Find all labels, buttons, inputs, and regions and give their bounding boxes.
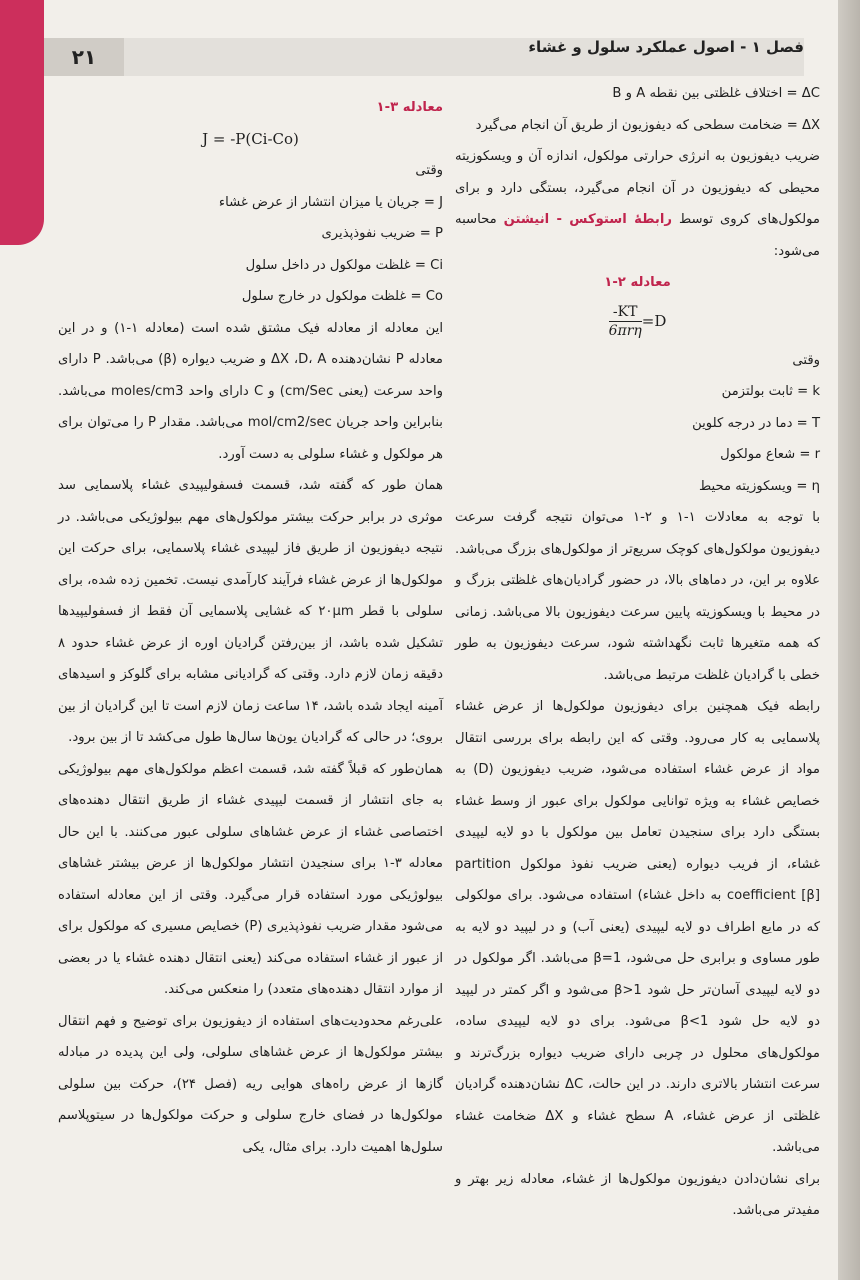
chapter-color-tab xyxy=(0,0,44,245)
equation-denominator: 6πrη xyxy=(608,323,642,339)
var-co: Co = غلظت مولکول در خارج سلول xyxy=(241,289,443,304)
equation-lhs: D= xyxy=(641,311,667,330)
definition-delta-x: ΔX = ضخامت سطحی که دیفوزیون از طریق آن انجام می‌گیرد xyxy=(475,117,820,133)
var-j: J = جریان یا میزان انتشار از عرض غشاء xyxy=(218,194,443,210)
paragraph-transporters: همان‌طور که قبلاً گفته شد، قسمت اعظم مولکول‌های مهم بیولوژیکی به جای انتشار از قسمت لیپیدی غشاء از طریق انتقال دهنده‌های اختصاصی غشاء از عرض غشاهای سلولی عبور می‌کنند. با این حال معادله ۳-۱ برای سنجیدن انتشار مولکول‌ها از عرض بیشتر غشاهای بیولوژیکی مورد استفاده قرار می‌گیرد. وقتی از این معادله استفاده می‌شود مقدار ضریب نفوذپذیری (P) خصایص مسیری که مولکول برای از عبور از غشاء استفاده می‌کند (یعنی انتقال دهنده غشاء یا در بعضی از موارد انتقال دهنده‌های متعدد) را منعکس می‌کند. xyxy=(58,761,444,997)
page-edge xyxy=(838,0,860,1280)
page-number: ۲۱ xyxy=(44,38,124,76)
equation-1-2-title: معادله ۲-۱ xyxy=(604,275,671,290)
equation-fraction xyxy=(609,303,642,340)
paragraph-next-equation: برای نشان‌دادن دیفوزیون مولکول‌ها از غشاء، معادله زیر بهتر و مفیدتر می‌باشد. xyxy=(455,1171,820,1218)
equation-1-2 xyxy=(455,299,820,345)
paragraph-diffusion-importance: علی‌رغم محدودیت‌های استفاده از دیفوزیون برای توضیح و فهم انتقال بیشتر مولکول‌ها از عرض غشاهای سلولی، ولی این پدیده در مبادله گازها از عرض راه‌های هوایی ریه (فصل ۲۴)، حرکت بین سلولی مولکول‌ها در فضای خارج سلولی و حرکت مولکول‌ها در سیتوپلاسم سلول‌ها اهمیت دارد. برای مثال، یکی xyxy=(58,1013,443,1155)
chapter-title: فصل ۱ - اصول عملکرد سلول و غشاء xyxy=(528,38,804,56)
intro-tail: محاسبه می‌شود: xyxy=(455,212,820,259)
definition-delta-c: ΔC = اختلاف غلظتی بین نقطه A و B xyxy=(612,86,820,101)
paragraph-phospholipid-barrier: همان طور که گفته شد، قسمت فسفولیپیدی غشاء پلاسمایی سد موثری در برابر حرکت بیشتر مولکول‌های مهم بیولوژیکی می‌باشد. در نتیجه دیفوزیون از طریق فاز لیپیدی غشاء پلاسمایی، برای حرکت این مولکول‌ها از عرض غشاء فرآیند کارآمدی نیست. تخمین زده شده، برای سلولی با قطر ۲۰μm که غشایی پلاسمایی آن فقط از فسفولیپیدها تشکیل شده باشد، از بین‌رفتن گرادیان اوره از عرض غشاء حدود ۸ دقیقه زمان لازم دارد. وقتی که گرادیانی مشابه برای گلوکز و اسیدهای آمینه ایجاد شده باشد، ۱۴ ساعت زمان لازم است تا این گرادیان از بین بروی؛ در حالی که گرادیان یون‌ها سال‌ها طول می‌کشد تا از بین برود. xyxy=(58,478,443,745)
right-column xyxy=(455,78,820,1227)
var-t: T = دما در درجه کلوین xyxy=(692,415,820,431)
left-column xyxy=(58,92,443,1163)
equation-numerator: -KT xyxy=(609,303,642,322)
var-ci: Ci = غلظت مولکول در داخل سلول xyxy=(245,257,443,273)
var-k: k = ثابت بولتزمن xyxy=(721,384,820,399)
stokes-einstein-term: رابطهٔ استوکس - انیشتن xyxy=(503,212,673,227)
var-p: P = ضریب نفوذپذیری xyxy=(321,226,443,241)
equation-1-3: J = -P(Ci-Co) xyxy=(202,129,299,148)
var-eta: η = ویسکوزیته محیط xyxy=(698,478,820,494)
paragraph-units: این معادله از معادله فیک مشتق شده است (معادله ۱-۱) و در این معادله P نشان‌دهنده ΔX ،D، A و ضریب دیواره (β) می‌باشد. P دارای واحد سرعت (یعنی cm/Sec) و C دارای واحد moles/cm3 می‌باشد. بنابراین واحد جریان mol/cm2/sec می‌باشد. مقدار P را می‌توان برای هر مولکول و غشاء سلولی به دست آورد. xyxy=(58,320,444,462)
stokes-intro-paragraph xyxy=(455,141,820,267)
paragraph-diffusion-speed: با توجه به معادلات ۱-۱ و ۲-۱ می‌توان نتیجه گرفت سرعت دیفوزیون مولکول‌های کوچک سریع‌تر از مولکول‌های بزرگ می‌باشد. علاوه بر این، در دماهای بالا، در حضور گرادیان‌های غلظتی بزرگ و در محیط با ویسکوزیته پایین سرعت دیفوزیون بالا می‌باشد. زمانی که همه متغیرها ثابت نگهداشته شود، سرعت دیفوزیون به طور خطی با گرادیان غلظت مرتبط می‌باشد. xyxy=(455,510,820,683)
when-label-left: وقتی xyxy=(415,163,443,178)
intro-text: ضریب دیفوزیون به انرژی حرارتی مولکول، اندازه آن و ویسکوزیته محیطی که دیفوزیون در آن انجام می‌گیرد، بستگی دارد و برای مولکول‌های کروی توسط xyxy=(455,149,820,227)
var-r: r = شعاع مولکول xyxy=(720,447,820,462)
equation-1-3-title: معادله ۳-۱ xyxy=(376,100,443,115)
paragraph-fick-membrane: رابطه فیک همچنین برای دیفوزیون مولکول‌ها از عرض غشاء پلاسمایی به کار می‌رود. وقتی که این رابطه برای بررسی انتقال مواد از عرض غشاء استفاده می‌شود، ضریب دیفوزیون (D) به خصایص غشاء به ویژه توانایی مولکول برای عبور از وسط غشاء بستگی دارد برای سنجیدن تعامل بین مولکول با دو لایه لیپیدی غشاء، از فریب دیواره (یعنی ضریب نفوذ مولکول partition coefficient [β] به داخل غشاء) استفاده می‌شود. برای مولکولی که در مایع اطراف دو لایه لیپیدی (یعنی آب) و در لیپید دو لایه به طور مساوی و برابری حل می‌شود، β=1 می‌باشد. اگر مولکول در دو لایه لیپیدی آسان‌تر حل شود β>1 می‌شود و اگر کمتر در لیپید دو لایه حل شود β<1 می‌شود. برای دو لایه لیپیدی ساده، مولکول‌های محلول در چربی دارای ضریب دیواره بزرگ‌ترند و سرعت انتشار بالاتری دارند. در این حالت، ΔC نشان‌دهنده گرادیان غلظتی از عرض غشاء، A سطح غشاء و ΔX ضخامت غشاء می‌باشد. xyxy=(455,699,821,1155)
when-label: وقتی xyxy=(792,352,820,368)
